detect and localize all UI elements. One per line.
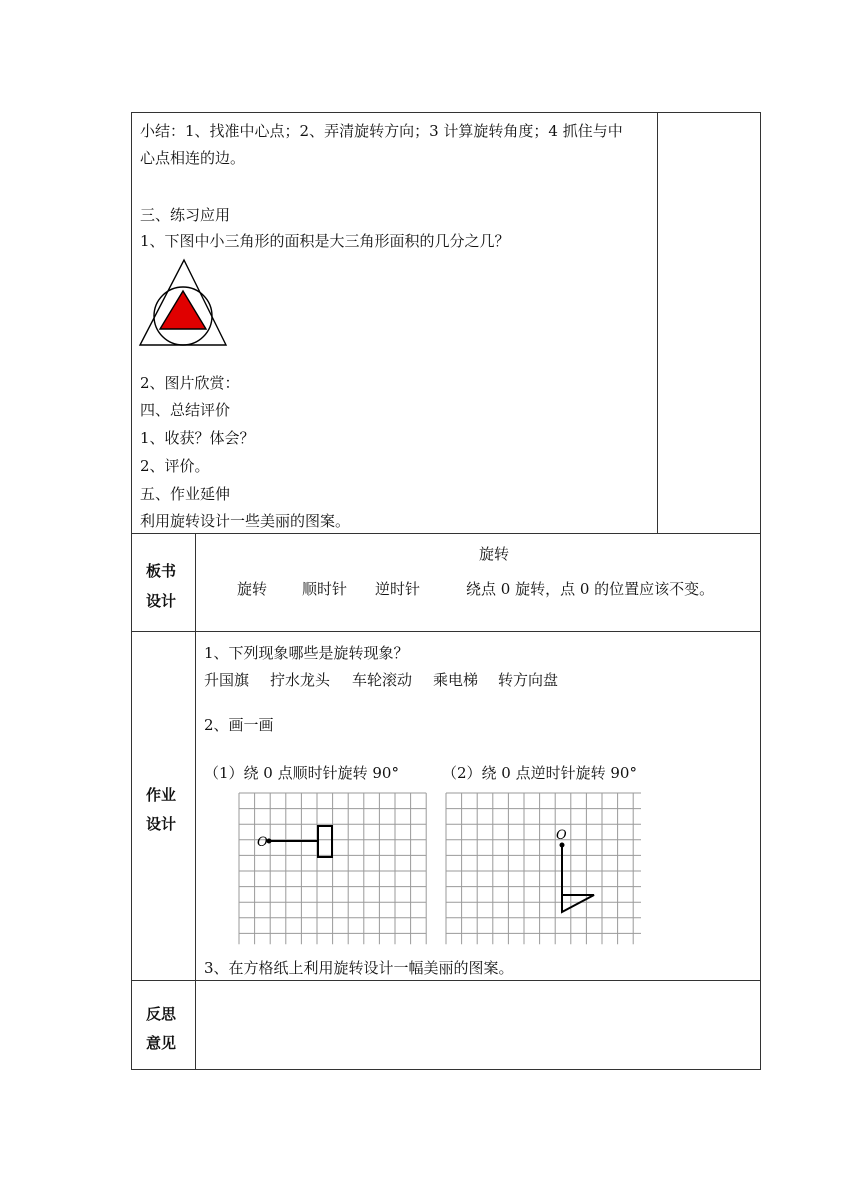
homework-subquestion-1: （1）绕 0 点顺时针旋转 90° <box>204 764 399 782</box>
summary-item-2: 2、评价。 <box>140 457 210 475</box>
summary-heading: 四、总结评价 <box>140 401 231 419</box>
table-bottom-border <box>131 1069 761 1070</box>
homework-subquestion-2: （2）绕 0 点逆时针旋转 90° <box>442 764 637 782</box>
summary-item-1: 1、收获？体会？ <box>140 429 255 447</box>
homework-option-5: 转方向盘 <box>498 671 559 689</box>
top-section-column-divider <box>657 112 658 533</box>
extension-heading: 五、作业延伸 <box>140 485 231 503</box>
label-column-divider <box>195 533 196 1070</box>
practice-question-1: 1、下图中小三角形的面积是大三角形面积的几分之几？ <box>140 232 510 250</box>
practice-question-2: 2、图片欣赏： <box>140 374 240 392</box>
row-divider-1 <box>131 533 761 534</box>
summary-text-line2: 心点相连的边。 <box>140 149 246 167</box>
homework-question-3: 3、在方格纸上利用旋转设计一幅美丽的图案。 <box>204 959 514 977</box>
reflection-label-line2: 意见 <box>146 1034 177 1052</box>
grid-figure-2 <box>446 793 643 946</box>
triangle-circle-figure <box>138 258 230 348</box>
extension-text: 利用旋转设计一些美丽的图案。 <box>140 512 351 530</box>
board-note: 绕点 0 旋转，点 0 的位置应该不变。 <box>466 580 715 598</box>
grid2-triangle <box>562 895 594 912</box>
table-left-border <box>131 112 132 1070</box>
grid2-center-point <box>560 843 565 848</box>
homework-option-1: 升国旗 <box>204 671 250 689</box>
reflection-label-line1: 反思 <box>146 1005 177 1023</box>
table-right-border <box>760 112 761 1070</box>
board-label-line1: 板书 <box>146 562 177 580</box>
summary-text-line1: 小结：1、找准中心点；2、弄清旋转方向；3 计算旋转角度；4 抓住与中 <box>140 122 623 140</box>
homework-label-line1: 作业 <box>146 786 177 804</box>
table-top-border <box>131 112 761 113</box>
grid-figure-1 <box>239 793 428 946</box>
grid1-rectangle <box>318 826 332 857</box>
board-term-1: 旋转 <box>237 580 268 598</box>
homework-question-1: 1、下列现象哪些是旋转现象？ <box>204 644 409 662</box>
homework-option-2: 拧水龙头 <box>270 671 331 689</box>
grid1-point-label: O <box>257 835 268 850</box>
inner-red-triangle <box>160 291 206 329</box>
homework-question-2: 2、画一画 <box>204 716 274 734</box>
board-title: 旋转 <box>479 545 510 563</box>
practice-heading: 三、练习应用 <box>140 206 231 224</box>
homework-option-4: 乘电梯 <box>433 671 479 689</box>
row-divider-2 <box>131 631 761 632</box>
board-term-3: 逆时针 <box>375 580 421 598</box>
homework-label-line2: 设计 <box>146 815 177 833</box>
grid2-point-label: O <box>556 828 567 843</box>
row-divider-3 <box>131 980 761 981</box>
homework-option-3: 车轮滚动 <box>352 671 413 689</box>
board-label-line2: 设计 <box>146 592 177 610</box>
board-term-2: 顺时针 <box>302 580 348 598</box>
